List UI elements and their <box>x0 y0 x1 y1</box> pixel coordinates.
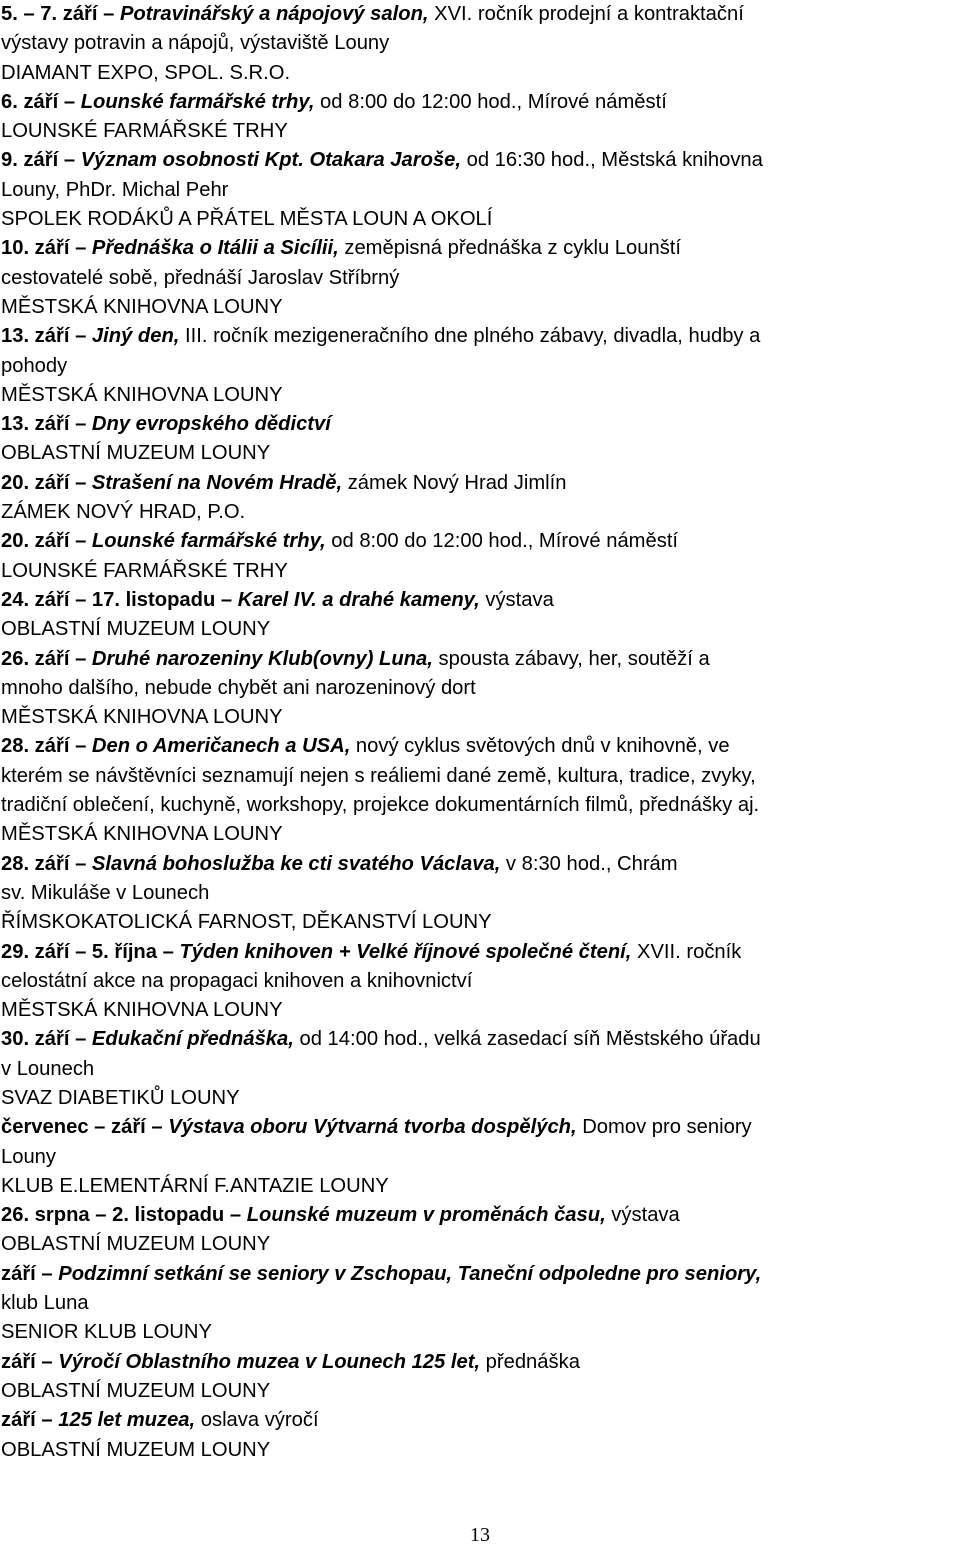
event-organizer: OBLASTNÍ MUZEUM LOUNY <box>1 1233 271 1256</box>
event-description: XVI. ročník prodejní a kontraktační <box>428 3 744 25</box>
event-line <box>1 762 960 791</box>
event-description: v 8:30 hod., Chrám <box>500 852 678 875</box>
event-description: pohody <box>1 354 68 377</box>
event-line <box>1 469 960 498</box>
event-date: 29. září – 5. října – <box>1 940 180 963</box>
event-description: mnoho dalšího, nebude chybět ani narozeninový dort <box>1 676 476 699</box>
event-entry <box>1 1406 960 1465</box>
event-line <box>1 146 960 175</box>
event-line <box>1 1348 960 1377</box>
event-organizer: MĚSTSKÁ KNIHOVNA LOUNY <box>1 706 283 729</box>
event-line <box>1 879 960 908</box>
event-line <box>1 938 960 967</box>
event-entry <box>1 410 960 469</box>
event-date: 20. září – <box>1 471 92 494</box>
event-description: klub Luna <box>1 1292 89 1315</box>
event-description: Louny, PhDr. Michal Pehr <box>1 178 229 201</box>
event-date: 26. srpna – 2. listopadu – <box>1 1204 247 1227</box>
event-date: 5. – 7. září – <box>1 3 120 25</box>
event-line <box>1 732 960 761</box>
event-description: XVII. ročník <box>631 940 742 963</box>
event-description: od 8:00 do 12:00 hod., Mírové náměstí <box>325 530 679 553</box>
event-line <box>1 1406 960 1435</box>
event-date: 13. září – <box>1 413 92 436</box>
event-entry <box>1 1201 960 1260</box>
event-description: Louny <box>1 1145 57 1168</box>
event-title: Potravinářský a nápojový salon, <box>119 3 429 25</box>
event-entry <box>1 938 960 1026</box>
event-line <box>1 1289 960 1318</box>
event-date: 10. září – <box>1 237 92 260</box>
event-date: září – <box>1 1262 59 1285</box>
event-description: spousta zábavy, her, soutěží a <box>432 647 710 670</box>
event-title: Slavná bohoslužba ke cti svatého Václava, <box>91 852 501 875</box>
event-entry <box>1 586 960 645</box>
event-organizer: MĚSTSKÁ KNIHOVNA LOUNY <box>1 383 283 406</box>
event-entry <box>1 1348 960 1407</box>
event-date: červenec – září – <box>1 1116 169 1139</box>
event-title: Jiný den, <box>91 325 180 348</box>
event-description: nový cyklus světových dnů v knihovně, ve <box>350 735 730 758</box>
event-line <box>1 264 960 293</box>
event-title: Týden knihoven + Velké říjnové společné čtení, <box>179 940 632 963</box>
event-title: Podzimní setkání se seniory v Zschopau, Taneční odpoledne pro seniory, <box>58 1262 762 1285</box>
event-description: přednáška <box>480 1350 580 1373</box>
event-line <box>1 234 960 263</box>
event-description: od 14:00 hod., velká zasedací síň Městského úřadu <box>293 1028 761 1051</box>
event-title: Dny evropského dědictví <box>91 413 331 436</box>
event-date: 24. září – 17. listopadu – <box>1 588 238 611</box>
event-line <box>1 0 960 29</box>
event-title: Edukační přednáška, <box>91 1028 294 1051</box>
event-date: 28. září – <box>1 735 92 758</box>
event-line <box>1 1201 960 1230</box>
event-line <box>1 352 960 381</box>
event-organizer: ZÁMEK NOVÝ HRAD, P.O. <box>1 501 246 524</box>
event-entry <box>1 234 960 322</box>
event-line <box>1 791 960 820</box>
event-description: oslava výročí <box>195 1409 319 1432</box>
event-date: 28. září – <box>1 852 92 875</box>
event-line <box>1 967 960 996</box>
event-description: Domov pro seniory <box>576 1116 752 1139</box>
event-line <box>1 1055 960 1084</box>
event-date: září – <box>1 1409 59 1432</box>
event-description: celostátní akce na propagaci knihoven a knihovnictví <box>1 969 473 992</box>
event-line <box>1 674 960 703</box>
event-entry <box>1 645 960 733</box>
event-description: výstava <box>479 588 554 611</box>
event-description: v Lounech <box>1 1057 95 1080</box>
event-entry <box>1 88 960 147</box>
event-title: Lounské farmářské trhy, <box>80 90 315 113</box>
event-title: Strašení na Novém Hradě, <box>91 471 343 494</box>
event-title: 125 let muzea, <box>58 1409 196 1432</box>
event-entry <box>1 527 960 586</box>
event-description: cestovatelé sobě, přednáší Jaroslav Stříbrný <box>1 266 400 289</box>
event-organizer: MĚSTSKÁ KNIHOVNA LOUNY <box>1 999 283 1022</box>
event-line <box>1 176 960 205</box>
event-entry <box>1 146 960 234</box>
event-date: září – <box>1 1350 59 1373</box>
event-description: III. ročník mezigeneračního dne plného zábavy, divadla, hudby a <box>179 325 761 348</box>
event-entry <box>1 0 960 88</box>
event-entry <box>1 469 960 528</box>
event-title: Druhé narozeniny Klub(ovny) Luna, <box>91 647 433 670</box>
event-line <box>1 29 960 58</box>
event-line <box>1 586 960 615</box>
event-entry <box>1 732 960 849</box>
event-line <box>1 410 960 439</box>
event-date: 26. září – <box>1 647 92 670</box>
event-line <box>1 527 960 556</box>
event-date: 13. září – <box>1 325 92 348</box>
event-date: 20. září – <box>1 530 92 553</box>
event-entry <box>1 1025 960 1113</box>
event-title: Karel IV. a drahé kameny, <box>237 588 480 611</box>
event-date: 6. září – <box>1 90 81 113</box>
event-title: Lounské farmářské trhy, <box>91 530 326 553</box>
event-date: 30. září – <box>1 1028 92 1051</box>
event-line <box>1 1260 960 1289</box>
event-entry <box>1 322 960 410</box>
event-organizer: OBLASTNÍ MUZEUM LOUNY <box>1 1438 271 1461</box>
event-organizer: MĚSTSKÁ KNIHOVNA LOUNY <box>1 295 283 318</box>
event-list <box>1 0 960 1465</box>
event-entry <box>1 1260 960 1348</box>
event-description: zeměpisná přednáška z cyklu Lounští <box>338 237 682 260</box>
event-title: Lounské muzeum v proměnách času, <box>246 1204 606 1227</box>
event-organizer: SVAZ DIABETIKŮ LOUNY <box>1 1086 240 1109</box>
event-description: kterém se návštěvníci seznamují nejen s reáliemi dané země, kultura, tradice, zvyky, <box>1 764 756 787</box>
event-description: tradiční oblečení, kuchyně, workshopy, projekce dokumentárních filmů, přednášky aj. <box>1 794 760 817</box>
event-entry <box>1 1113 960 1201</box>
event-description: od 8:00 do 12:00 hod., Mírové náměstí <box>314 90 667 113</box>
event-title: Přednáška o Itálii a Sicílii, <box>91 237 339 260</box>
event-organizer: OBLASTNÍ MUZEUM LOUNY <box>1 1379 271 1402</box>
event-title: Výstava oboru Výtvarná tvorba dospělých, <box>168 1116 577 1139</box>
event-organizer: KLUB E.LEMENTÁRNÍ F.ANTAZIE LOUNY <box>1 1174 389 1197</box>
event-line <box>1 1143 960 1172</box>
event-organizer: SPOLEK RODÁKŮ A PŘÁTEL MĚSTA LOUN A OKOLÍ <box>1 208 493 231</box>
event-line <box>1 645 960 674</box>
event-description: sv. Mikuláše v Lounech <box>1 881 210 904</box>
event-organizer: DIAMANT EXPO, SPOL. S.R.O. <box>1 61 291 84</box>
event-organizer: LOUNSKÉ FARMÁŘSKÉ TRHY <box>1 559 288 582</box>
event-title: Výročí Oblastního muzea v Lounech 125 let, <box>58 1350 481 1373</box>
event-date: 9. září – <box>1 149 81 172</box>
event-description: od 16:30 hod., Městská knihovna <box>461 149 763 172</box>
event-description: výstavy potravin a nápojů, výstaviště Louny <box>1 32 390 55</box>
event-organizer: MĚSTSKÁ KNIHOVNA LOUNY <box>1 823 283 846</box>
event-line <box>1 322 960 351</box>
event-line <box>1 88 960 117</box>
event-line <box>1 850 960 879</box>
event-description: zámek Nový Hrad Jimlín <box>342 471 567 494</box>
event-organizer: OBLASTNÍ MUZEUM LOUNY <box>1 618 271 641</box>
event-description: výstava <box>605 1204 680 1227</box>
event-line <box>1 1113 960 1142</box>
event-organizer: SENIOR KLUB LOUNY <box>1 1321 212 1344</box>
event-title: Význam osobnosti Kpt. Otakara Jaroše, <box>80 149 461 172</box>
event-entry <box>1 850 960 938</box>
event-organizer: ŘÍMSKOKATOLICKÁ FARNOST, DĚKANSTVÍ LOUNY <box>1 911 492 934</box>
page-number: 13 <box>470 1524 490 1546</box>
event-line <box>1 1025 960 1054</box>
event-organizer: OBLASTNÍ MUZEUM LOUNY <box>1 442 271 465</box>
event-title: Den o Američanech a USA, <box>91 735 351 758</box>
event-organizer: LOUNSKÉ FARMÁŘSKÉ TRHY <box>1 120 288 143</box>
